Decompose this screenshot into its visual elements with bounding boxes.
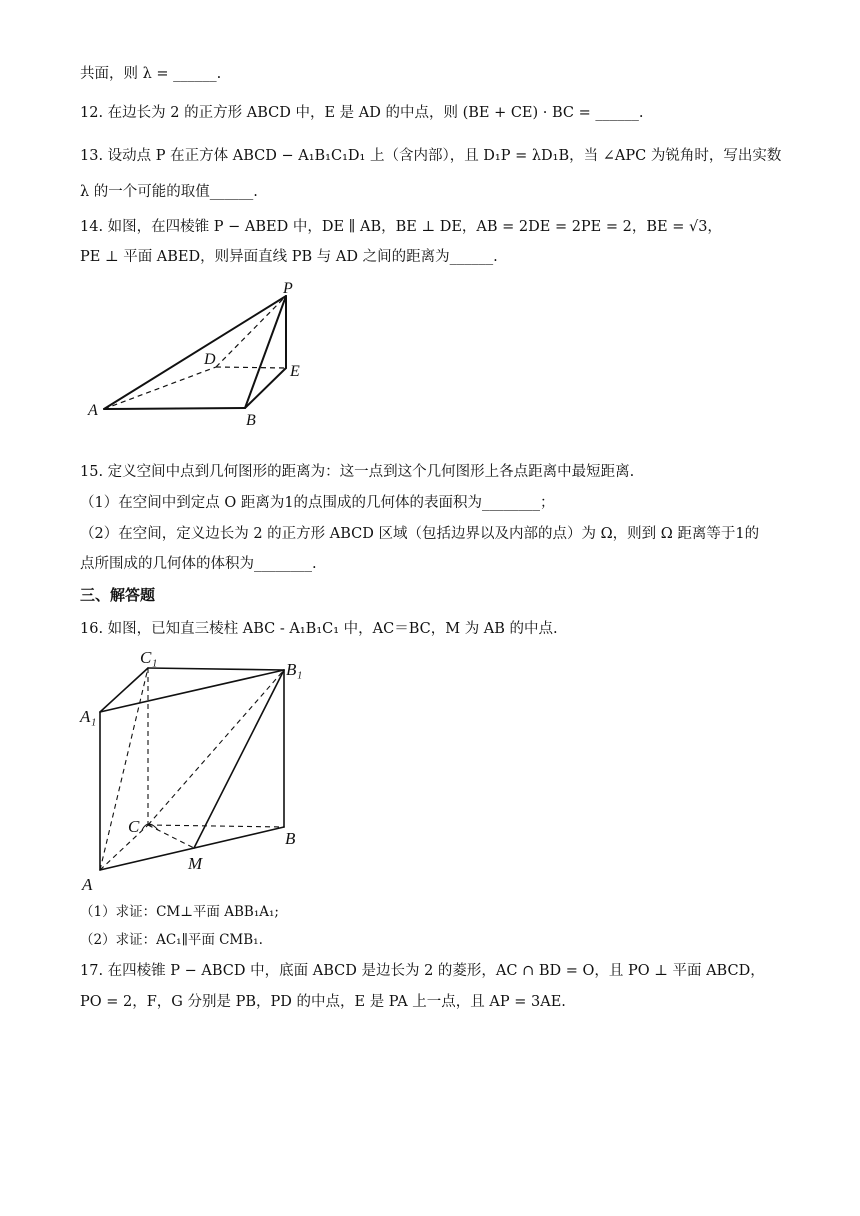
q17-text-2: PO = 2，F，G 分别是 PB，PD 的中点，E 是 PA 上一点，且 AP = 3AE. [80, 994, 566, 1010]
edge-AC1 [100, 668, 148, 870]
edge-DE [216, 367, 286, 368]
edge-AP [104, 296, 286, 409]
label-A: A [88, 402, 98, 419]
edge-CB [148, 825, 284, 827]
label-D: D [204, 351, 216, 368]
q16-part1: （1）求证：CM⊥平面 ABB₁A₁; [80, 904, 279, 920]
edge-BP [245, 296, 286, 408]
label-A: A [82, 875, 93, 894]
label-E: E [290, 363, 300, 380]
q15-part2-2: 点所围成的几何体的体积为________. [80, 556, 317, 572]
label-B: B [246, 412, 256, 429]
q16-text: 16. 如图，已知直三棱柱 ABC - A₁B₁C₁ 中，AC＝BC，M 为 AB 的中点. [80, 621, 558, 637]
edge-CB1 [148, 670, 284, 825]
edge-C1B1 [148, 668, 284, 670]
edge-A1C1 [100, 668, 148, 712]
edge-AC [100, 825, 148, 870]
q15-part1: （1）在空间中到定点 O 距离为1的点围成的几何体的表面积为________； [80, 495, 555, 511]
q14-text-2: PE ⊥ 平面 ABED，则异面直线 PB 与 AD 之间的距离为______. [80, 249, 498, 265]
q15-text-1: 15. 定义空间中点到几何图形的距离为：这一点到这个几何图形上各点距离中最短距离. [80, 464, 635, 480]
figure-q16-prism [78, 644, 318, 896]
q13-text-2: λ 的一个可能的取值______. [80, 184, 258, 200]
q11-tail: 共面，则 λ = ______. [80, 66, 222, 82]
q17-text-1: 17. 在四棱锥 P − ABCD 中，底面 ABCD 是边长为 2 的菱形，AC ∩ BD = O，且 PO ⊥ 平面 ABCD， [80, 963, 765, 979]
q12-text: 12. 在边长为 2 的正方形 ABCD 中，E 是 AD 的中点，则 (BE + CE) · BC = ______. [80, 105, 644, 121]
edge-A1B1 [100, 670, 284, 712]
edge-DP [216, 296, 286, 367]
section-heading: 三、解答题 [80, 586, 156, 604]
label-P: P [283, 280, 293, 297]
figure-q14-pyramid [80, 276, 330, 432]
label-A1: A₁ [80, 707, 97, 726]
q16-part2: （2）求证：AC₁∥平面 CMB₁. [80, 932, 263, 948]
edge-MB1 [194, 670, 284, 848]
edge-BE [245, 368, 286, 408]
edge-CM [148, 825, 194, 848]
label-M: M [188, 854, 203, 873]
label-B: B [285, 829, 296, 848]
label-C1: C₁ [140, 648, 158, 667]
label-C: C [128, 817, 140, 836]
q13-text-1: 13. 设动点 P 在正方体 ABCD − A₁B₁C₁D₁ 上（含内部），且 D₁P = λD₁B，当 ∠APC 为锐角时，写出实数 [80, 148, 782, 164]
q15-part2-1: （2）在空间，定义边长为 2 的正方形 ABCD 区域（包括边界以及内部的点）为 Ω，则到 Ω 距离等于1的 [80, 526, 760, 542]
label-B1: B₁ [286, 660, 303, 679]
q14-text-1: 14. 如图，在四棱锥 P − ABED 中，DE ∥ AB，BE ⊥ DE，AB = 2DE = 2PE = 2，BE = √3， [80, 219, 722, 235]
edge-AB [104, 408, 245, 409]
